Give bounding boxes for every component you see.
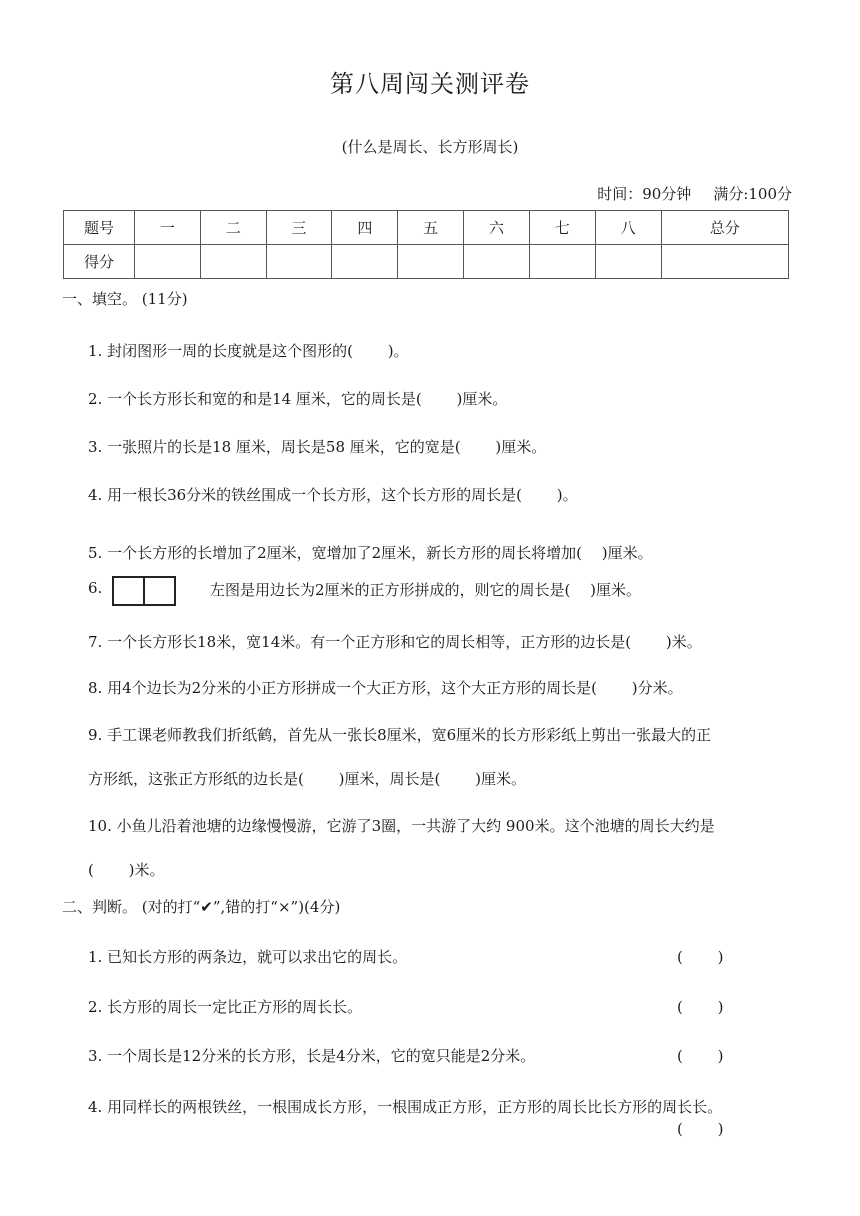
question-item: 2. 一个长方形长和宽的和是14 厘米，它的周长是( )厘米。 bbox=[88, 390, 508, 408]
page-title: 第八周闯关测评卷 bbox=[330, 70, 530, 98]
section-heading-true-false: 二、判断。 (对的打“✔”,错的打“×”)(4分) bbox=[62, 898, 341, 916]
score-header-cell: 七 bbox=[529, 211, 595, 245]
question-item: 7. 一个长方形长18米，宽14米。有一个正方形和它的周长相等，正方形的边长是( )米。 bbox=[88, 633, 702, 651]
score-header-cell: 八 bbox=[595, 211, 661, 245]
answer-blank[interactable]: ( ) bbox=[677, 1047, 724, 1065]
time-limit: 时间：90分钟 bbox=[597, 185, 692, 203]
question-number: 6. bbox=[88, 579, 103, 597]
score-header-cell: 总分 bbox=[661, 211, 789, 245]
question-item: 左图是用边长为2厘米的正方形拼成的，则它的周长是( )厘米。 bbox=[210, 581, 642, 599]
question-item: 9. 手工课老师教我们折纸鹤，首先从一张长8厘米，宽6厘米的长方形彩纸上剪出一张最大的正 bbox=[88, 726, 712, 744]
score-table-score-row bbox=[64, 245, 789, 279]
score-header-cell: 四 bbox=[332, 211, 398, 245]
answer-blank[interactable]: ( ) bbox=[677, 948, 724, 966]
score-input-cell[interactable] bbox=[398, 245, 464, 279]
score-header-cell: 一 bbox=[135, 211, 201, 245]
full-score: 满分:100分 bbox=[713, 185, 792, 203]
judge-item: 2. 长方形的周长一定比正方形的周长长。 bbox=[88, 998, 363, 1016]
question-item: 8. 用4个边长为2分米的小正方形拼成一个大正方形，这个大正方形的周长是( )分米。 bbox=[88, 679, 683, 697]
answer-blank[interactable]: ( ) bbox=[677, 1120, 724, 1138]
score-header-cell: 三 bbox=[266, 211, 332, 245]
score-table-header-row bbox=[64, 211, 789, 245]
judge-item: 3. 一个周长是12分米的长方形，长是4分米，它的宽只能是2分米。 bbox=[88, 1047, 536, 1065]
score-header-cell: 六 bbox=[464, 211, 530, 245]
page-subtitle: (什么是周长、长方形周长) bbox=[341, 138, 519, 156]
score-row-label: 得分 bbox=[64, 245, 135, 279]
question-item: 10. 小鱼儿沿着池塘的边缘慢慢游，它游了3圈，一共游了大约 900米。这个池塘的周长大约是 bbox=[88, 817, 715, 835]
score-input-cell[interactable] bbox=[595, 245, 661, 279]
question-item-continued: ( )米。 bbox=[88, 861, 165, 879]
score-header-cell: 二 bbox=[200, 211, 266, 245]
question-item: 3. 一张照片的长是18 厘米，周长是58 厘米，它的宽是( )厘米。 bbox=[88, 438, 547, 456]
judge-item: 4. 用同样长的两根铁丝，一根围成长方形，一根围成正方形，正方形的周长比长方形的周长长。 bbox=[88, 1098, 723, 1116]
question-item: 4. 用一根长36分米的铁丝围成一个长方形，这个长方形的周长是( )。 bbox=[88, 486, 578, 504]
answer-blank[interactable]: ( ) bbox=[677, 998, 724, 1016]
section-heading-fill-blank: 一、填空。 (11分) bbox=[62, 290, 188, 308]
score-header-cell: 五 bbox=[398, 211, 464, 245]
exam-meta bbox=[597, 183, 792, 204]
score-input-cell[interactable] bbox=[464, 245, 530, 279]
score-table bbox=[63, 210, 789, 279]
score-input-cell[interactable] bbox=[135, 245, 201, 279]
score-input-cell[interactable] bbox=[661, 245, 789, 279]
question-item: 5. 一个长方形的长增加了2厘米，宽增加了2厘米，新长方形的周长将增加( )厘米。 bbox=[88, 544, 653, 562]
score-input-cell[interactable] bbox=[332, 245, 398, 279]
two-squares-figure bbox=[112, 576, 176, 606]
score-input-cell[interactable] bbox=[200, 245, 266, 279]
score-input-cell[interactable] bbox=[529, 245, 595, 279]
score-input-cell[interactable] bbox=[266, 245, 332, 279]
judge-item: 1. 已知长方形的两条边，就可以求出它的周长。 bbox=[88, 948, 408, 966]
question-item: 1. 封闭图形一周的长度就是这个图形的( )。 bbox=[88, 342, 409, 360]
question-item-continued: 方形纸，这张正方形纸的边长是( )厘米，周长是( )厘米。 bbox=[88, 770, 526, 788]
score-header-cell: 题号 bbox=[64, 211, 135, 245]
